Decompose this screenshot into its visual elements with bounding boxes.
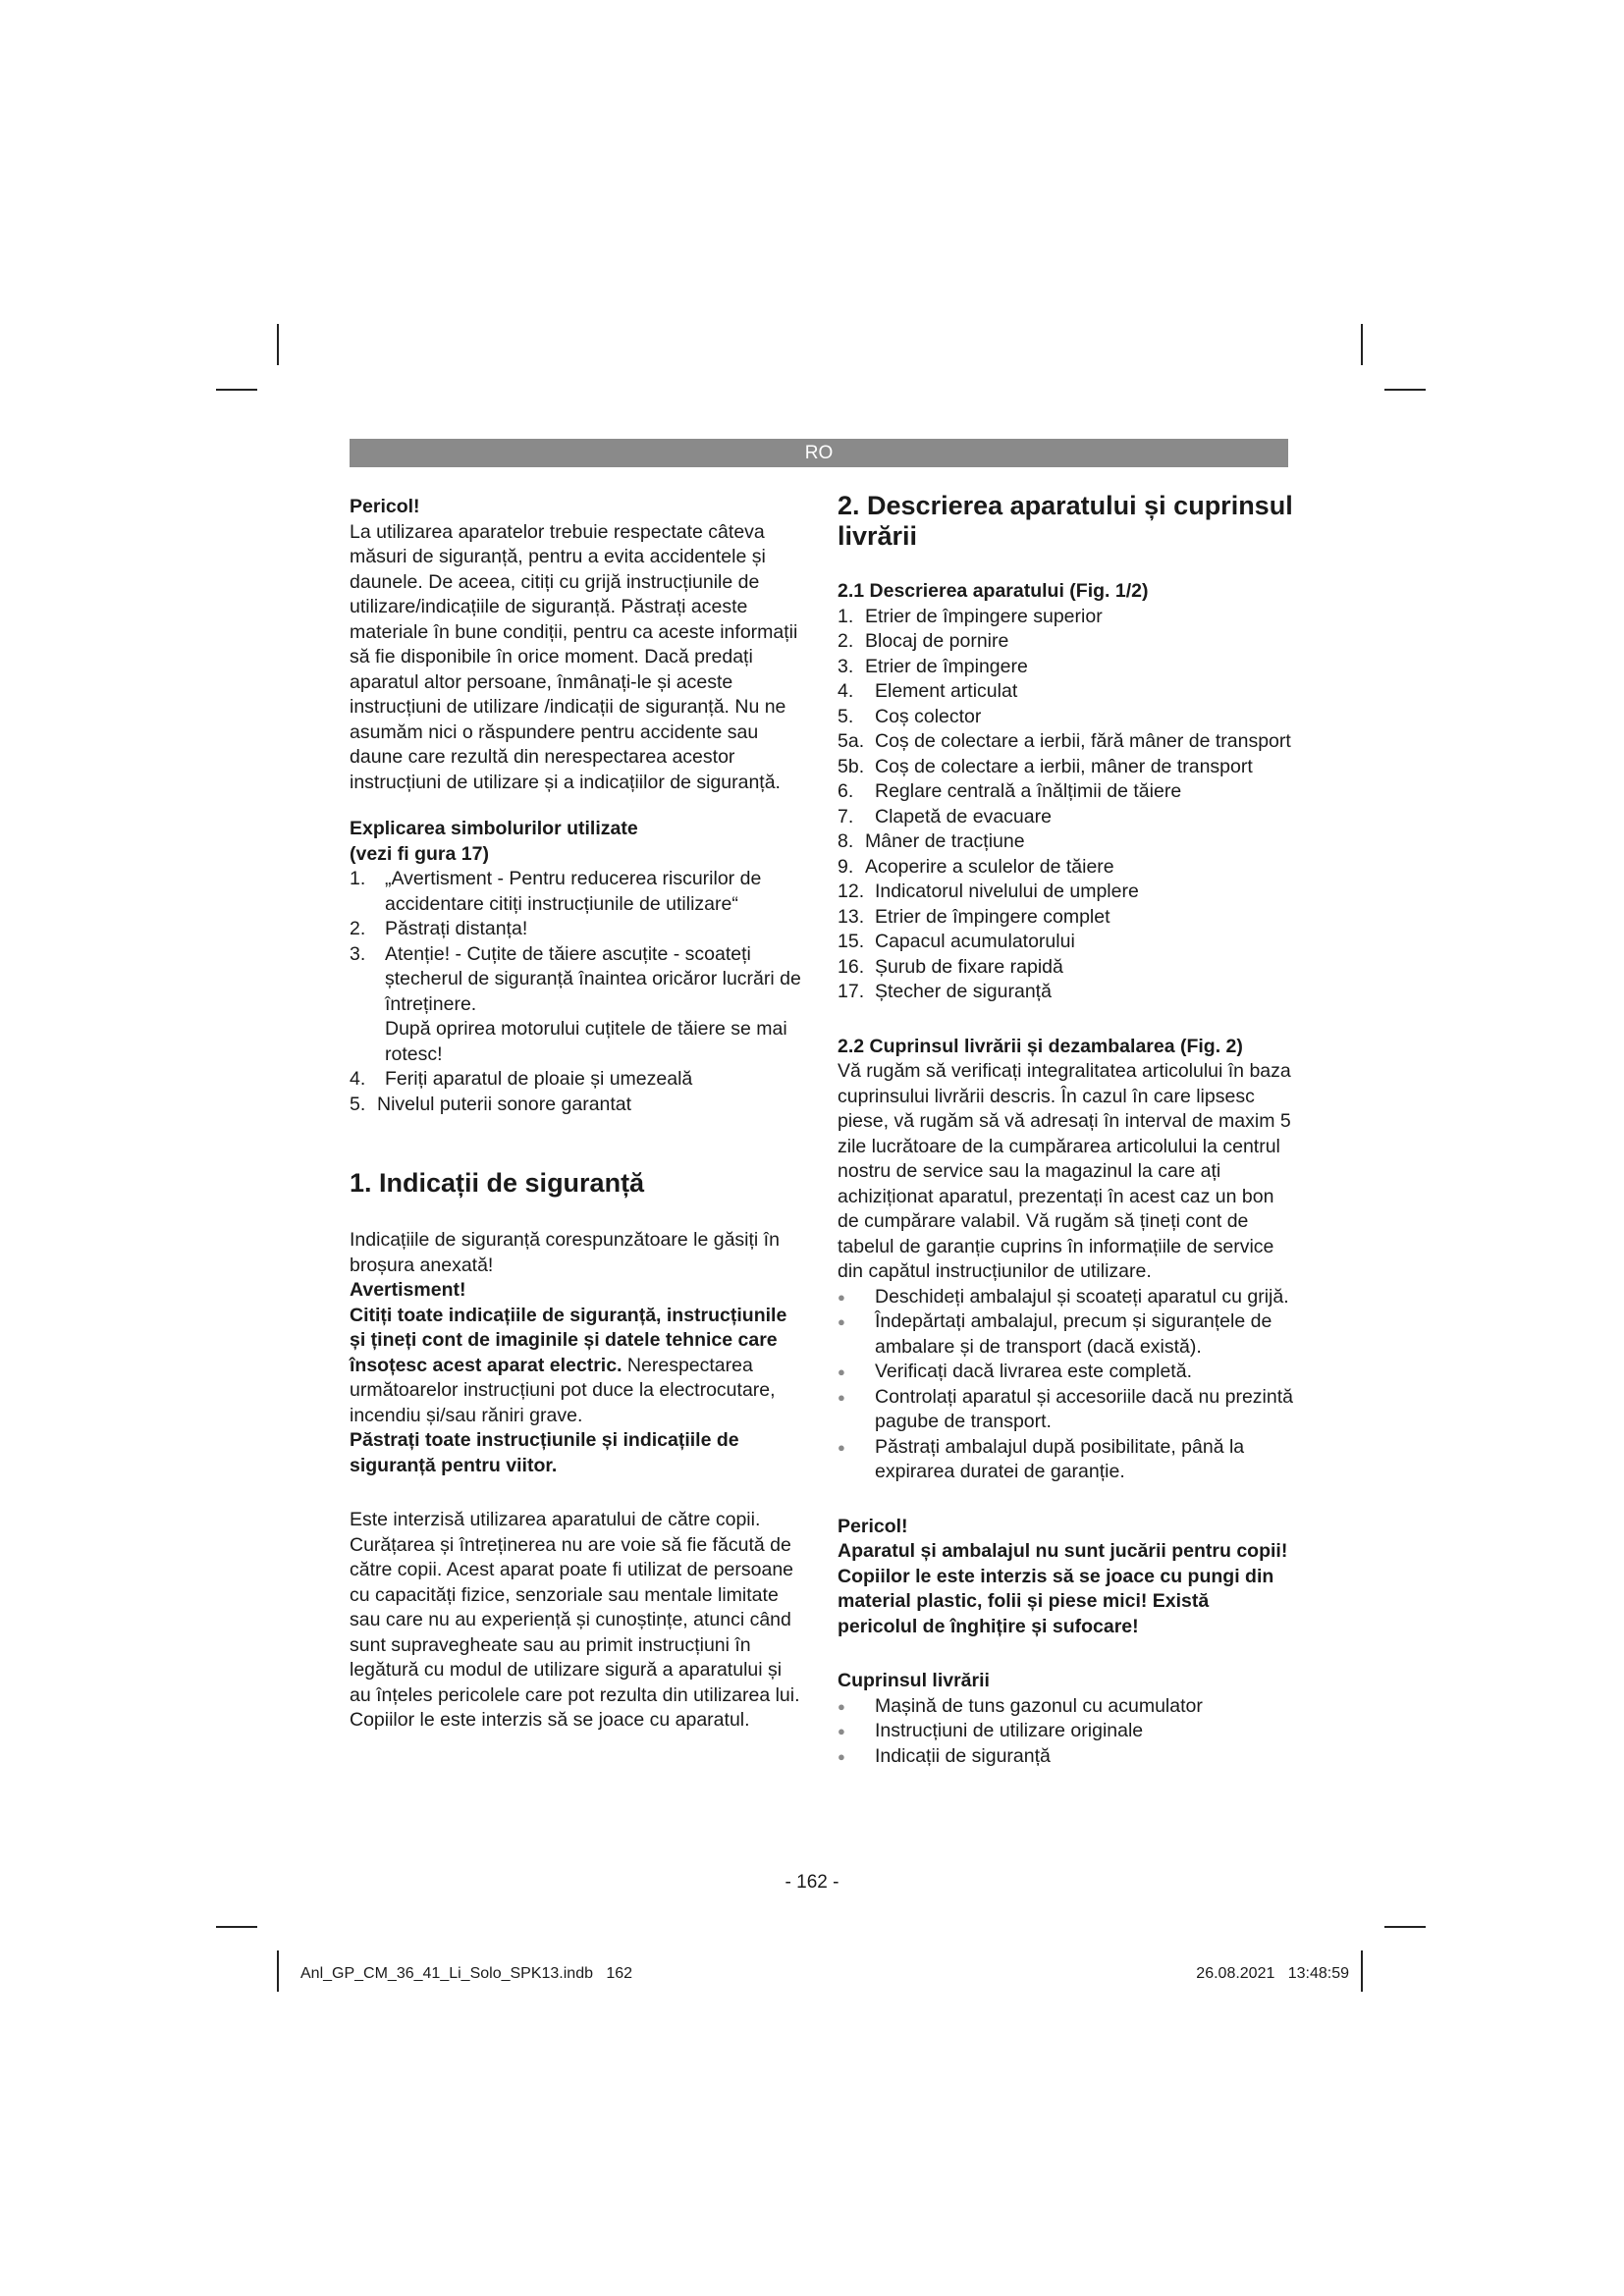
list-item: 7. Clapetă de evacuare xyxy=(838,805,1052,828)
list-item: 16. Șurub de fixare rapidă xyxy=(838,955,1063,978)
list-item: ● Controlați aparatul și accesoriile dacă nu prezintă pagube de transport. xyxy=(838,1385,1293,1435)
danger-heading: Pericol! xyxy=(350,496,420,517)
warning-heading: Avertisment! xyxy=(350,1279,466,1301)
list-item: 15. Capacul acumulatorului xyxy=(838,931,1075,952)
language-code: RO xyxy=(804,443,834,463)
crop-mark-top-left-v xyxy=(277,324,279,365)
list-item: 5. Nivelul puterii sonore garantat xyxy=(350,1093,632,1115)
list-item: 5. Coș colector xyxy=(838,705,982,727)
crop-mark-bottom-left-v xyxy=(277,1950,279,1992)
list-item: 17. Ștecher de siguranță xyxy=(838,981,1052,1002)
section-1-title: 1. Indicații de siguranță xyxy=(350,1168,645,1198)
list-item: ● Instrucțiuni de utilizare originale xyxy=(838,1719,1293,1744)
list-item: ● Deschideți ambalajul și scoateți aparatul cu grijă. xyxy=(838,1285,1293,1310)
subsection-2-1-title: 2.1 Descrierea aparatului (Fig. 1/2) xyxy=(838,580,1149,602)
list-item: 1. „Avertisment - Pentru reducerea riscurilor de accidentare citiți instrucțiunile de utilizare“ xyxy=(350,868,762,915)
section-2-title: 2. Descrierea aparatului și cuprinsul livrării xyxy=(838,491,1293,551)
language-header-bar xyxy=(350,439,1288,467)
children-paragraph: Este interzisă utilizarea aparatului de către copii. Curățarea și întreținerea nu are voie să fie făcută de către copii. Acest aparat poate fi utilizat de persoane cu capacități fizice, senzoriale sau mentale limitate sau care nu au experiență și cunoștințe, atunci când sunt supravegheate sau au primit instrucțiuni în legătură cu modul de utilizare sigură a aparatului și au înțeles pericolele care pot rezulta din utilizarea lui. Copiilor le este interzis să se joace cu aparatul. xyxy=(350,1509,800,1731)
delivery-contents-heading: Cuprinsul livrării xyxy=(838,1670,990,1691)
print-file-name: Anl_GP_CM_36_41_Li_Solo_SPK13.indb 162 xyxy=(300,1965,633,1982)
crop-mark-top-right-v xyxy=(1361,324,1363,365)
list-item: ● Verificați dacă livrarea este completă. xyxy=(838,1360,1293,1385)
delivery-contents-list xyxy=(838,1694,1293,1770)
danger-paragraph: La utilizarea aparatelor trebuie respectate câteva măsuri de siguranță, pentru a evita accidentele și daunele. De aceea, citiți cu grijă instrucțiunile de utilizare/indicațiile de siguranță. Păstrați aceste materiale în bune condiții, pentru ca aceste informații să fie disponibile în orice moment. Dacă predați aparatul altor persoane, înmânați-le și aceste instrucțiuni de utilizare /indicații de siguranță. Nu ne asumăm nici o răspundere pentru accidente sau daune care rezultă din nerespectarea acestor instrucțiuni de utilizare și a indicațiilor de siguranță. xyxy=(350,520,798,793)
list-item: 2. Blocaj de pornire xyxy=(838,630,1009,652)
list-item: ● Îndepărtați ambalajul, precum și siguranțele de ambalare și de transport (dacă există). xyxy=(838,1309,1293,1360)
list-item: 2. Păstrați distanța! xyxy=(350,918,528,939)
list-item: 6. Reglare centrală a înălțimii de tăiere xyxy=(838,780,1182,802)
print-timestamp: 26.08.2021 13:48:59 xyxy=(1196,1965,1349,1982)
subsection-2-2-paragraph: Vă rugăm să verificați integralitatea articolului în baza cuprinsului livrării descris. În cazul în care lipsesc piese, vă rugăm să vă adresați în interval de maxim 5 zile lucrătoare de la cumpărarea articolului la centrul nostru de service sau la magazinul la care ați achiziționat aparatul, prezentați în acest caz un bon de cumpărare valabil. Vă rugăm să țineți cont de tabelul de garanție cuprins în informațiile de service din capătul instrucțiunilor de utilizare. xyxy=(838,1060,1291,1282)
list-item: 9. Acoperire a sculelor de tăiere xyxy=(838,855,1114,878)
list-item: 1. Etrier de împingere superior xyxy=(838,605,1103,627)
list-item: 5a. Coș de colectare a ierbii, fără mâner de transport xyxy=(838,730,1291,752)
unpacking-steps-list xyxy=(838,1285,1293,1485)
warning-keep-instructions: Păstrați toate instrucțiunile și indicațiile de siguranță pentru viitor. xyxy=(350,1429,739,1476)
list-item: 5b. Coș de colectare a ierbii, mâner de transport xyxy=(838,755,1253,777)
page-number: - 162 - xyxy=(785,1872,839,1893)
list-item: 12. Indicatorul nivelului de umplere xyxy=(838,881,1139,902)
crop-mark-bottom-right-h xyxy=(1384,1926,1426,1928)
symbols-heading: Explicarea simbolurilor utilizate xyxy=(350,818,638,839)
symbols-heading-figure-ref: (vezi fi gura 17) xyxy=(350,842,489,865)
right-column xyxy=(838,491,1293,1769)
list-item: 3. Atenție! - Cuțite de tăiere ascuțite - scoateți ștecherul de siguranță înaintea oricăror lucrări de întreținere. După oprirea motorului cuțitele de tăiere se mai rotesc! xyxy=(350,942,801,1065)
danger-heading-children: Pericol! xyxy=(838,1515,908,1537)
crop-mark-top-right-h xyxy=(1384,389,1426,391)
list-item: ● Păstrați ambalajul după posibilitate, până la expirarea duratei de garanție. xyxy=(838,1435,1293,1485)
list-item: ● Mașină de tuns gazonul cu acumulator xyxy=(838,1694,1293,1720)
crop-mark-bottom-left-h xyxy=(216,1926,257,1928)
left-column xyxy=(350,495,803,1734)
list-item: 3. Etrier de împingere xyxy=(838,655,1028,677)
list-item: 4. Feriți aparatul de ploaie și umezeală xyxy=(350,1068,693,1090)
warning-paragraph: Citiți toate indicațiile de siguranță, instrucțiunile și țineți cont de imaginile și datele tehnice care însoțesc acest aparat electric. Nerespectarea următoarelor instrucțiuni pot duce la electrocutare, incendiu și/sau răniri grave. xyxy=(350,1304,787,1426)
crop-mark-bottom-right-v xyxy=(1361,1950,1363,1992)
list-item: 8. Mâner de tracțiune xyxy=(838,830,1025,852)
list-item: 4. Element articulat xyxy=(838,680,1018,702)
danger-children-paragraph: Aparatul și ambalajul nu sunt jucării pentru copii! Copiilor le este interzis să se joace cu pungi din material plastic, folii și piese mici! Există pericolul de înghițire și sufocare! xyxy=(838,1540,1288,1637)
list-item: 13. Etrier de împingere complet xyxy=(838,905,1110,928)
symbols-list xyxy=(350,867,803,1117)
subsection-2-2-title: 2.2 Cuprinsul livrării și dezambalarea (Fig. 2) xyxy=(838,1035,1243,1057)
crop-mark-top-left-h xyxy=(216,389,257,391)
list-item: ● Indicații de siguranță xyxy=(838,1744,1293,1770)
parts-list xyxy=(838,605,1293,1005)
section-1-intro: Indicațiile de siguranță corespunzătoare le găsiți în broșura anexată! xyxy=(350,1229,780,1276)
